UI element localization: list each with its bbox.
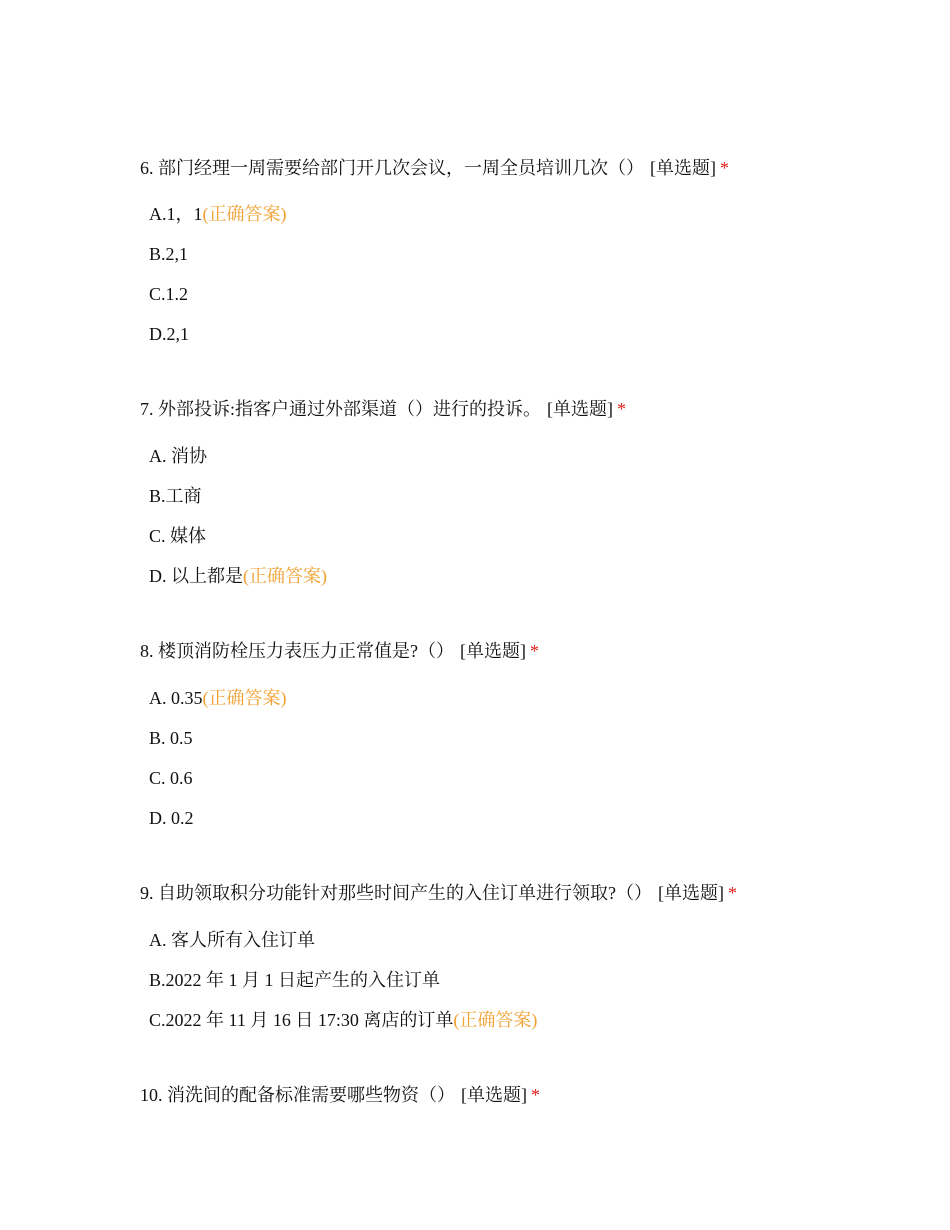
required-mark: * [720,158,729,178]
question-9 [140,881,920,1030]
option-c[interactable] [149,524,206,548]
question-text: 9. 自助领取积分功能针对那些时间产生的入住订单进行领取?（） [140,883,652,903]
option-text: B.工商 [149,486,202,506]
question-text: 10. 消洗间的配备标准需要哪些物资（） [140,1085,455,1105]
option-text: C. 0.6 [149,768,193,788]
option-a[interactable] [149,928,315,952]
option-text: D. 以上都是 [149,566,243,586]
required-mark: * [617,399,626,419]
question-type: [单选题] [460,641,526,661]
question-title [140,639,920,663]
option-b[interactable] [149,484,202,508]
required-mark: * [530,641,539,661]
required-mark: * [531,1085,540,1105]
option-text: A.1，1 [149,204,203,224]
option-a[interactable] [149,202,287,226]
option-text: B. 0.5 [149,728,193,748]
correct-answer-tag: (正确答案) [453,1010,538,1030]
option-text: A. 消协 [149,446,207,466]
correct-answer-tag: (正确答案) [202,204,287,224]
option-text: B.2022 年 1 月 1 日起产生的入住订单 [149,970,441,990]
option-c[interactable] [149,1008,537,1032]
question-text: 6. 部门经理一周需要给部门开几次会议，一周全员培训几次（） [140,158,644,178]
question-7 [140,397,920,586]
option-text: C.2022 年 11 月 16 日 17:30 离店的订单 [149,1010,454,1030]
option-text: D.2,1 [149,324,189,344]
question-10 [140,1083,920,1107]
question-title [140,1083,920,1107]
option-text: C.1.2 [149,284,189,304]
correct-answer-tag: (正确答案) [243,566,327,586]
option-text: A. 客人所有入住订单 [149,930,315,950]
option-c[interactable] [149,282,188,306]
option-text: A. 0.35 [149,688,203,708]
question-type: [单选题] [658,883,724,903]
option-d[interactable] [149,806,194,830]
option-b[interactable] [149,968,440,992]
option-d[interactable] [149,322,189,346]
correct-answer-tag: (正确答案) [202,688,287,708]
question-title [140,397,920,421]
option-a[interactable] [149,686,287,710]
question-8 [140,639,920,828]
option-text: C. 媒体 [149,526,207,546]
question-type: [单选题] [650,158,716,178]
question-text: 7. 外部投诉:指客户通过外部渠道（）进行的投诉。 [140,399,541,419]
option-d[interactable] [149,564,327,588]
required-mark: * [728,883,737,903]
question-title [140,881,920,905]
question-type: [单选题] [547,399,613,419]
question-text: 8. 楼顶消防栓压力表压力正常值是?（） [140,641,454,661]
question-title [140,156,920,180]
option-c[interactable] [149,766,193,790]
question-type: [单选题] [461,1085,527,1105]
option-b[interactable] [149,242,188,266]
question-6 [140,156,920,344]
option-text: B.2,1 [149,244,189,264]
option-b[interactable] [149,726,193,750]
option-a[interactable] [149,444,207,468]
option-text: D. 0.2 [149,808,194,828]
